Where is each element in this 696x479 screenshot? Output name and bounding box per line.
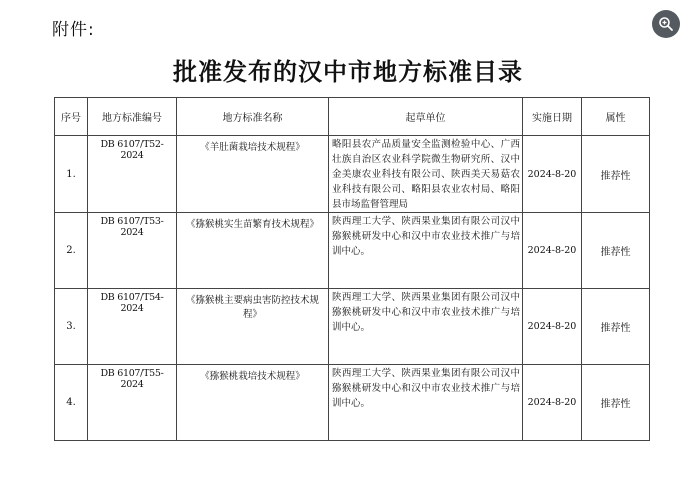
- standards-table: [54, 97, 650, 441]
- row-attribute: 推荐性: [582, 289, 650, 365]
- row-attribute: 推荐性: [582, 365, 650, 441]
- row-effective-date: 2024-8-20: [523, 289, 582, 365]
- table-row: [55, 213, 650, 289]
- row-standard-name: 《猕猴桃实生苗繁育技术规程》: [177, 213, 329, 289]
- row-drafting-unit: 陕西理工大学、陕西果业集团有限公司汉中猕猴桃研发中心和汉中市农业技术推广与培训中心。: [329, 213, 523, 289]
- row-standard-code: DB 6107/T53-2024: [88, 213, 177, 289]
- table-row: [55, 289, 650, 365]
- row-standard-name: 《猕猴桃主要病虫害防控技术规程》: [177, 289, 329, 365]
- row-serial: 1.: [55, 136, 88, 213]
- header-standard-name: 地方标准名称: [177, 98, 329, 136]
- row-serial: 3.: [55, 289, 88, 365]
- zoom-in-icon: [658, 16, 674, 32]
- header-standard-code: 地方标准编号: [88, 98, 177, 136]
- row-standard-code: DB 6107/T55-2024: [88, 365, 177, 441]
- row-drafting-unit: 陕西理工大学、陕西果业集团有限公司汉中猕猴桃研发中心和汉中市农业技术推广与培训中心。: [329, 289, 523, 365]
- row-drafting-unit: 陕西理工大学、陕西果业集团有限公司汉中猕猴桃研发中心和汉中市农业技术推广与培训中心。: [329, 365, 523, 441]
- row-standard-name: 《羊肚菌栽培技术规程》: [177, 136, 329, 213]
- row-standard-code: DB 6107/T52-2024: [88, 136, 177, 213]
- row-effective-date: 2024-8-20: [523, 136, 582, 213]
- table-header-row: [55, 98, 650, 136]
- row-serial: 2.: [55, 213, 88, 289]
- header-drafting-unit: 起草单位: [329, 98, 523, 136]
- table-row: [55, 365, 650, 441]
- row-effective-date: 2024-8-20: [523, 365, 582, 441]
- header-attribute: 属性: [582, 98, 650, 136]
- zoom-button[interactable]: [652, 10, 680, 38]
- table-row: [55, 136, 650, 213]
- row-attribute: 推荐性: [582, 213, 650, 289]
- attachment-label: 附件:: [52, 20, 95, 40]
- row-effective-date: 2024-8-20: [523, 213, 582, 289]
- header-serial: 序号: [55, 98, 88, 136]
- document-title: 批准发布的汉中市地方标准目录: [173, 57, 523, 86]
- row-drafting-unit: 略阳县农产品质量安全监测检验中心、广西壮族自治区农业科学院微生物研究所、汉中金美康农业科技有限公司、陕西美天易菇农业科技有限公司、略阳县农业农村局、略阳县市场监督管理局: [329, 136, 523, 213]
- header-effective-date: 实施日期: [523, 98, 582, 136]
- row-attribute: 推荐性: [582, 136, 650, 213]
- row-standard-code: DB 6107/T54-2024: [88, 289, 177, 365]
- row-serial: 4.: [55, 365, 88, 441]
- row-standard-name: 《猕猴桃栽培技术规程》: [177, 365, 329, 441]
